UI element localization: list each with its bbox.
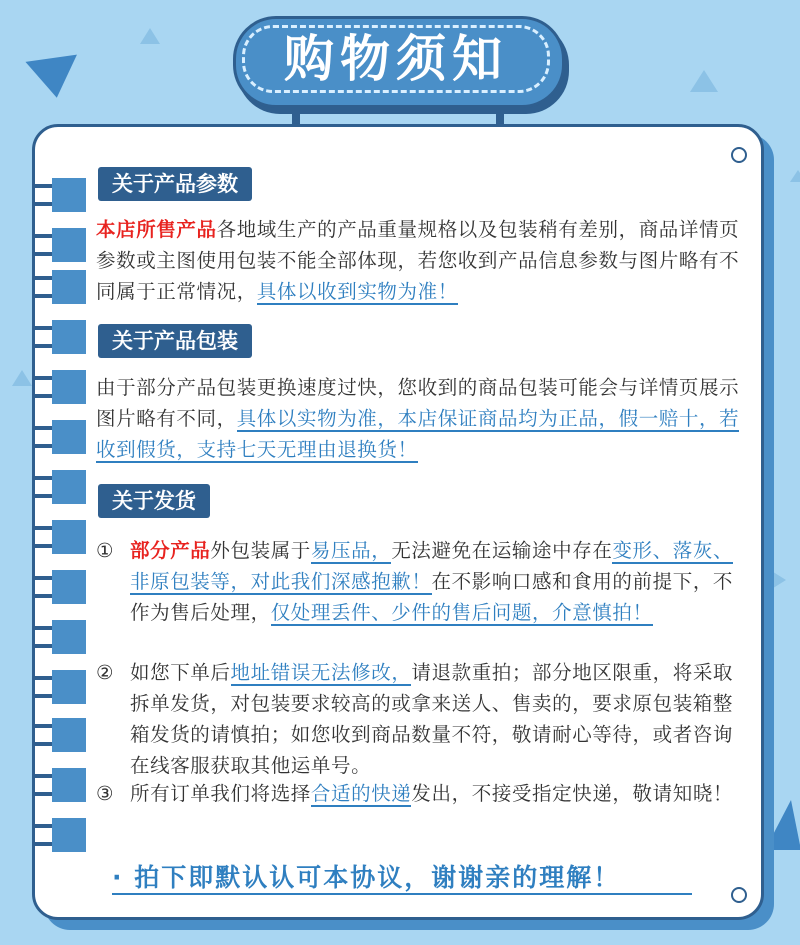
binder-ring-icon bbox=[32, 818, 88, 852]
highlight-blue-text: 具体以收到实物为准！ bbox=[256, 280, 458, 303]
body-text: 由于部分产品包装更换速度过快，您收到的商品包装可能会与详情页展示图片略有不同， bbox=[96, 376, 740, 430]
decor-triangle-icon bbox=[690, 70, 718, 92]
highlight-blue-text: 合适的快递 bbox=[310, 782, 412, 805]
section-title-params: 关于产品参数 bbox=[98, 167, 252, 201]
binder-ring-icon bbox=[32, 270, 88, 304]
section-body-params bbox=[96, 214, 746, 307]
decor-triangle-icon bbox=[12, 370, 32, 386]
highlight-red-text: 部分产品 bbox=[130, 539, 211, 562]
decor-triangle-icon bbox=[140, 28, 160, 44]
highlight-blue-text: 地址错误无法修改， bbox=[230, 661, 412, 684]
highlight-blue-text: 变形、落灰、非原包装等，对此我们深感抱歉！ bbox=[130, 539, 734, 593]
footer-agreement: · 拍下即默认认可本协议，谢谢亲的理解！ bbox=[112, 863, 621, 892]
binder-ring-icon bbox=[32, 320, 88, 354]
body-text: 在不影响口感和食用的前提下，不作为售后处理， bbox=[130, 570, 734, 624]
list-item bbox=[96, 657, 746, 781]
binder-ring-icon bbox=[32, 520, 88, 554]
ring-icon bbox=[731, 887, 747, 903]
highlight-blue-text: 易压品， bbox=[310, 539, 392, 562]
ring-icon bbox=[731, 147, 747, 163]
binder-ring-icon bbox=[32, 670, 88, 704]
binder-ring-icon bbox=[32, 420, 88, 454]
section-title-shipping: 关于发货 bbox=[98, 484, 210, 518]
highlight-blue-text: 仅处理丢件、少件的售后问题，介意慎拍！ bbox=[270, 601, 653, 624]
binder-ring-icon bbox=[32, 228, 88, 262]
binder-ring-icon bbox=[32, 620, 88, 654]
binder-ring-icon bbox=[32, 470, 88, 504]
list-item bbox=[96, 778, 746, 809]
decor-triangle-icon bbox=[25, 55, 82, 102]
item-text bbox=[130, 657, 746, 781]
list-item bbox=[96, 535, 746, 628]
binder-ring-icon bbox=[32, 768, 88, 802]
page-title: 购物须知 bbox=[284, 30, 508, 88]
body-text: 发出，不接受指定快递，敬请知晓！ bbox=[411, 782, 734, 805]
item-number: ① bbox=[96, 539, 115, 562]
body-text: 请退款重拍；部分地区限重，将采取拆单发货，对包装要求较高的或拿来送人、售卖的，要求原包装箱整箱发货的请慎拍；如您收到商品数量不符，敬请耐心等待，或者咨询在线客服获取其他运单号。 bbox=[130, 661, 734, 777]
binder-ring-icon bbox=[32, 370, 88, 404]
title-banner bbox=[233, 16, 563, 108]
item-text bbox=[130, 535, 746, 628]
body-text: 无法避免在运输途中存在 bbox=[391, 539, 613, 562]
binder-ring-icon bbox=[32, 718, 88, 752]
item-number: ② bbox=[96, 661, 115, 684]
item-text bbox=[130, 778, 746, 809]
highlight-blue-text: 具体以实物为准，本店保证商品均为正品，假一赔十，若收到假货，支持七天无理由退换货！ bbox=[96, 407, 740, 461]
highlight-red-text: 本店所售产品 bbox=[96, 218, 217, 241]
body-text: 各地域生产的产品重量规格以及包装稍有差别，商品详情页参数或主图使用包装不能全部体现，若您收到产品信息参数与图片略有不同属于正常情况， bbox=[96, 218, 740, 303]
binder-ring-icon bbox=[32, 570, 88, 604]
decor-triangle-icon bbox=[790, 170, 800, 182]
section-body-packaging bbox=[96, 372, 746, 465]
binder-ring-icon bbox=[32, 178, 88, 212]
section-title-packaging: 关于产品包装 bbox=[98, 324, 252, 358]
body-text: 所有订单我们将选择 bbox=[130, 782, 311, 805]
body-text: 如您下单后 bbox=[130, 661, 231, 684]
item-number: ③ bbox=[96, 782, 115, 805]
body-text: 外包装属于 bbox=[210, 539, 311, 562]
footer-underline bbox=[112, 893, 692, 895]
